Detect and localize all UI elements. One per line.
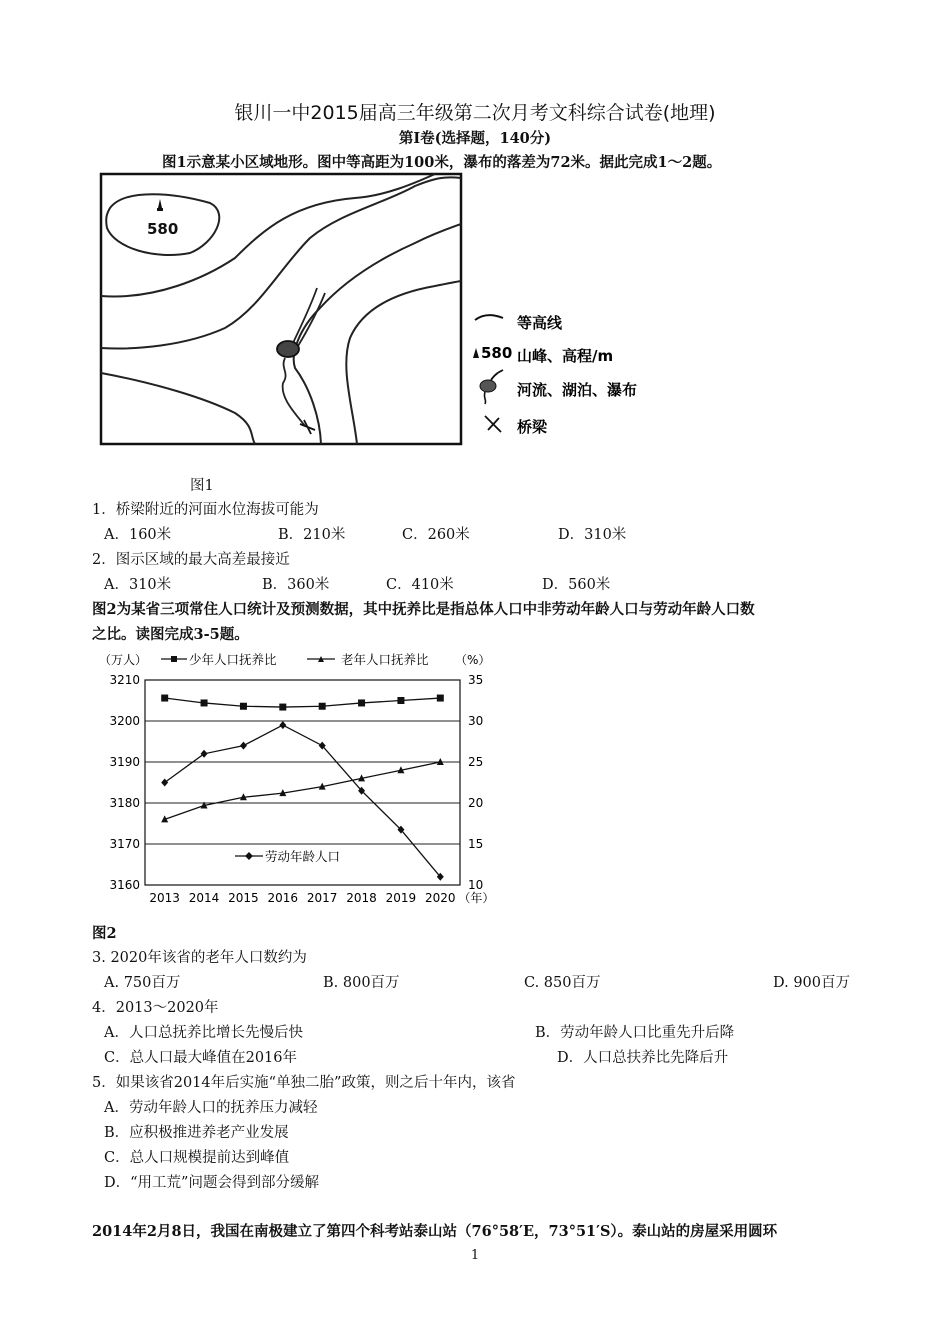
left-tick-label: 3190 [109, 755, 140, 769]
legend-elderly [307, 652, 429, 667]
question-3: 3. 2020年该省的老年人口数约为 [92, 950, 307, 966]
q2-option-d: D．560米 [542, 577, 611, 593]
figure2-intro-line2: 之比。读图完成3-5题。 [92, 626, 249, 643]
figure1-caption: 图1 [190, 478, 214, 494]
legend-contour-icon [475, 315, 503, 320]
exam-title: 银川一中2015届高三年级第二次月考文科综合试卷(地理) [234, 102, 716, 124]
labor-population-point [161, 779, 168, 787]
q1-option-b: B．210米 [278, 527, 346, 543]
legend-water-icon [480, 370, 503, 404]
left-tick-label: 3170 [109, 837, 140, 851]
peak-elevation: 580 [147, 220, 179, 238]
youth-ratio-point [201, 699, 208, 706]
figure2-chart [95, 645, 505, 910]
youth-ratio-point [240, 703, 247, 710]
figure2-intro-line1: 图2为某省三项常住人口统计及预测数据，其中抚养比是指总体人口中非劳动年龄人口与劳动年龄人口数 [92, 601, 755, 618]
left-tick-label: 3160 [109, 878, 140, 892]
x-tick-label: 2019 [385, 891, 417, 905]
q1-option-c: C．260米 [402, 527, 470, 543]
q2-option-c: C．410米 [386, 577, 454, 593]
q3-option-a: A. 750百万 [104, 975, 181, 991]
q4-option-a: A．人口总抚养比增长先慢后快 [104, 1025, 303, 1041]
figure1-intro: 图1示意某小区域地形。图中等高距为100米，瀑布的落差为72米。据此完成1～2题。 [162, 154, 722, 171]
legend-youth [161, 652, 277, 667]
right-axis-unit: （%） [455, 653, 491, 667]
left-tick-label: 3210 [109, 673, 140, 687]
q1-option-d: D．310米 [558, 527, 627, 543]
q2-option-b: B．360米 [262, 577, 330, 593]
question-5: 5．如果该省2014年后实施“单独二胎”政策，则之后十年内，该省 [92, 1075, 516, 1091]
river-lake-waterfall [277, 288, 325, 426]
question-1: 1．桥梁附近的河面水位海拔可能为 [92, 502, 319, 518]
q4-option-c: C．总人口最大峰值在2016年 [104, 1050, 297, 1066]
youth-ratio-point [161, 695, 168, 702]
contour-lines [101, 174, 461, 444]
figure2-caption: 图2 [92, 925, 117, 942]
right-tick-label: 35 [468, 673, 484, 687]
labor-population-point [279, 721, 286, 729]
youth-ratio-point [397, 697, 404, 704]
map-frame [101, 174, 461, 444]
right-tick-label: 25 [468, 755, 484, 769]
q2-option-a: A．310米 [104, 577, 172, 593]
legend-bridge-label: 桥梁 [517, 418, 548, 436]
youth-ratio-point [437, 695, 444, 702]
figure1-map [95, 168, 685, 453]
left-tick-label: 3180 [109, 796, 140, 810]
q4-option-b: B．劳动年龄人口比重先升后降 [535, 1025, 735, 1041]
x-tick-label: 2020 [425, 891, 456, 905]
page-number: 1 [470, 1248, 480, 1263]
x-tick-label: 2013 [149, 891, 180, 905]
q5-option-c: C．总人口规模提前达到峰值 [104, 1150, 290, 1166]
legend-elderly-label: 老年人口抚养比 [341, 652, 429, 667]
legend-contour-label: 等高线 [517, 314, 563, 332]
right-tick-label: 20 [468, 796, 484, 810]
legend-peak-label: 山峰、高程/m [517, 347, 614, 365]
left-tick-label: 3200 [109, 714, 140, 728]
q3-option-c: C. 850百万 [524, 975, 601, 991]
right-tick-label: 10 [468, 878, 484, 892]
right-tick-label: 15 [468, 837, 484, 851]
x-tick-label: 2018 [346, 891, 377, 905]
legend-peak-value: 580 [481, 344, 513, 362]
youth-ratio-point [319, 703, 326, 710]
question-4: 4．2013～2020年 [92, 1000, 219, 1016]
legend-water-label: 河流、湖泊、瀑布 [517, 381, 638, 399]
q5-option-a: A．劳动年龄人口的抚养压力减轻 [104, 1100, 318, 1116]
q4-option-d: D．人口总扶养比先降后升 [557, 1050, 729, 1066]
x-tick-label: 2016 [267, 891, 299, 905]
legend-bridge-icon [485, 416, 501, 432]
next-passage: 2014年2月8日，我国在南极建立了第四个科考站泰山站（76°58′E，73°51′S）。泰山站的房屋采用圆环 [92, 1223, 778, 1240]
q5-option-b: B．应积极推进养老产业发展 [104, 1125, 289, 1141]
left-axis-unit: （万人） [99, 653, 148, 667]
right-tick-label: 30 [468, 714, 484, 728]
x-tick-label: 2017 [306, 891, 338, 905]
x-tick-label: 2015 [228, 891, 259, 905]
q3-option-d: D. 900百万 [773, 975, 851, 991]
labor-population-point [201, 750, 208, 758]
q5-option-d: D．“用工荒”问题会得到部分缓解 [104, 1175, 319, 1191]
youth-ratio-point [279, 704, 286, 711]
q1-option-a: A．160米 [104, 527, 172, 543]
legend-labor [235, 849, 340, 864]
legend-labor-label: 劳动年龄人口 [265, 849, 341, 864]
q3-option-b: B. 800百万 [323, 975, 400, 991]
youth-ratio-point [358, 699, 365, 706]
question-2: 2．图示区域的最大高差最接近 [92, 552, 290, 568]
section-title: 第Ⅰ卷(选择题，140分) [398, 130, 552, 147]
peak-icon [157, 199, 163, 211]
labor-population-point [240, 742, 247, 750]
legend-peak-icon [473, 348, 479, 358]
legend [473, 314, 637, 436]
x-tick-label: 2014 [188, 891, 220, 905]
legend-youth-label: 少年人口抚养比 [189, 652, 277, 667]
x-axis-unit: （年） [458, 891, 495, 905]
